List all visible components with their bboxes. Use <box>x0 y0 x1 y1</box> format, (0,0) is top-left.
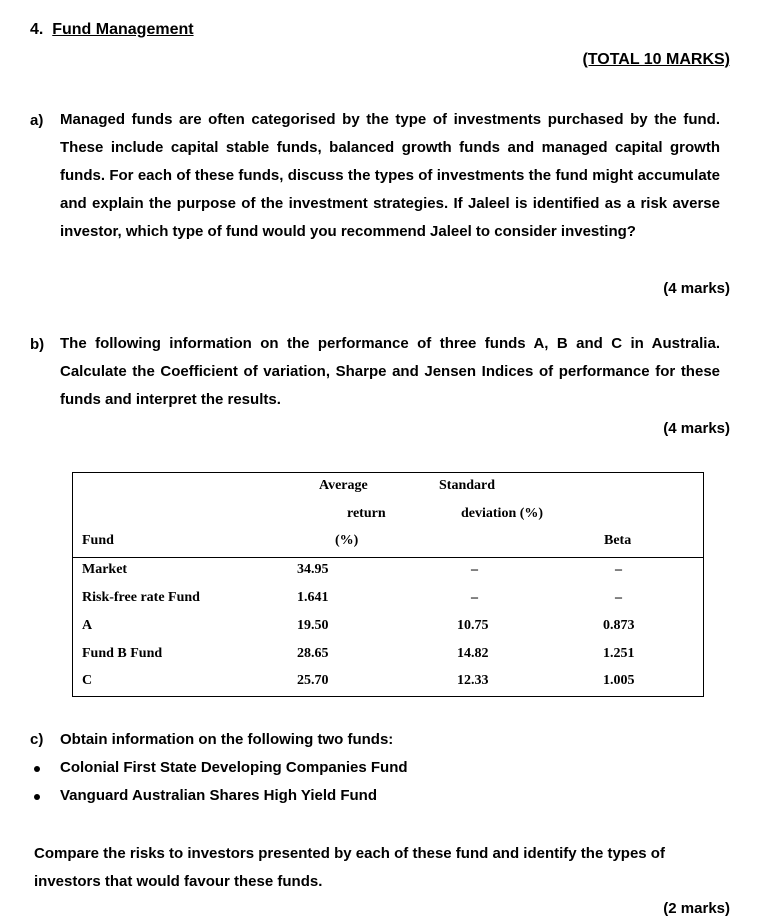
question-heading: Fund Management <box>52 21 194 38</box>
row-return: 19.50 <box>297 618 329 633</box>
part-b-label: b) <box>30 336 45 353</box>
header-average: Average <box>319 478 368 493</box>
row-return: 25.70 <box>297 673 329 688</box>
row-sd: 10.75 <box>457 618 489 633</box>
part-c-label: c) <box>30 731 44 748</box>
part-c-marks: (2 marks) <box>663 900 730 917</box>
fund-performance-table <box>72 472 704 697</box>
row-sd: – <box>471 590 478 605</box>
header-divider <box>73 557 703 558</box>
header-percent: (%) <box>335 533 359 548</box>
header-beta: Beta <box>604 533 632 548</box>
part-b-text: The following information on the performance of three funds A, B and C in Australia. Calculate the Coefficient of variation, Sharpe and Jensen Indices of performance for these funds and interpret the results. <box>60 335 720 408</box>
list-item-text: Colonial First State Developing Companies Fund <box>60 759 408 776</box>
part-c-compare-text: Compare the risks to investors presented by each of these fund and identify the types of investors that would favour these funds. <box>34 845 665 890</box>
header-fund: Fund <box>82 533 114 548</box>
bullet-icon <box>34 766 40 772</box>
row-beta: – <box>615 562 622 577</box>
row-fund: Market <box>82 562 128 577</box>
header-return: return <box>347 506 386 521</box>
part-a-label: a) <box>30 112 44 129</box>
row-sd: 12.33 <box>457 673 489 688</box>
row-beta: 1.005 <box>603 673 635 688</box>
header-deviation: deviation (%) <box>461 506 544 521</box>
row-return: 28.65 <box>297 646 329 661</box>
question-title <box>30 21 194 39</box>
row-fund: Fund B Fund <box>82 646 163 661</box>
row-sd: 14.82 <box>457 646 489 661</box>
bullet-icon <box>34 794 40 800</box>
list-item-text: Vanguard Australian Shares High Yield Fund <box>60 787 378 804</box>
row-return: 34.95 <box>297 562 329 577</box>
header-standard: Standard <box>439 478 496 493</box>
row-fund: Risk-free rate Fund <box>82 590 200 605</box>
row-fund: A <box>82 618 93 633</box>
total-marks: (TOTAL 10 MARKS) <box>582 51 730 68</box>
row-beta: 1.251 <box>603 646 635 661</box>
row-beta: 0.873 <box>603 618 635 633</box>
row-sd: – <box>471 562 478 577</box>
part-c-intro: Obtain information on the following two funds: <box>60 731 394 748</box>
part-a-marks: (4 marks) <box>663 280 730 297</box>
question-number: 4. <box>30 21 44 38</box>
part-a-text: Managed funds are often categorised by the type of investments purchased by the fund. These include capital stable funds, balanced growth funds and managed capital growth funds. For each of these funds, discuss the types of investments the fund might accumulate and explain the purpose of the investment strategies. If Jaleel is identified as a risk averse investor, which type of fund would you recommend Jaleel to consider investing? <box>60 111 720 240</box>
part-b-marks: (4 marks) <box>663 420 730 437</box>
row-fund: C <box>82 673 93 688</box>
row-beta: – <box>615 590 622 605</box>
row-return: 1.641 <box>297 590 329 605</box>
